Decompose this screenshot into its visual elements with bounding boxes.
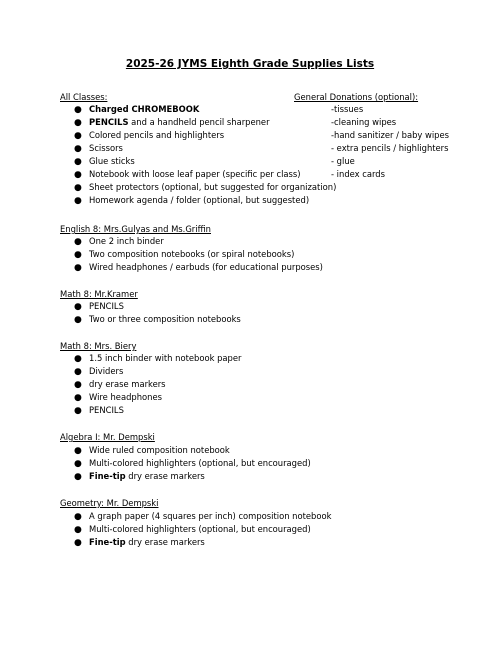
bullet-icon: ● bbox=[74, 183, 82, 193]
list-item: ● Charged CHROMEBOOK bbox=[74, 104, 200, 115]
list-item: ● PENCILS bbox=[74, 301, 124, 312]
donation-item: - glue bbox=[331, 156, 355, 166]
bullet-icon: ● bbox=[74, 446, 82, 456]
list-item: ● Multi-colored highlighters (optional, but encouraged) bbox=[74, 458, 311, 469]
bullet-icon: ● bbox=[74, 367, 82, 377]
bullet-icon: ● bbox=[74, 393, 82, 403]
list-item: ● Notebook with loose leaf paper (specific per class) bbox=[74, 169, 301, 180]
donations-heading: General Donations (optional): bbox=[294, 92, 419, 102]
list-item: ● Two composition notebooks (or spiral notebooks) bbox=[74, 249, 295, 260]
list-item: ● Colored pencils and highlighters bbox=[74, 130, 225, 141]
list-item: ● Sheet protectors (optional, but suggested for organization) bbox=[74, 182, 337, 193]
bullet-icon: ● bbox=[74, 105, 82, 115]
donation-item: -cleaning wipes bbox=[331, 117, 397, 127]
list-item: ● Two or three composition notebooks bbox=[74, 314, 241, 325]
list-item: ● PENCILS bbox=[74, 405, 124, 416]
bullet-icon: ● bbox=[74, 525, 82, 535]
list-item: ● Fine-tip dry erase markers bbox=[74, 537, 205, 548]
geometry-heading: Geometry: Mr. Dempski bbox=[60, 498, 159, 508]
bullet-icon: ● bbox=[74, 459, 82, 469]
list-item: ● PENCILS and a handheld pencil sharpener bbox=[74, 117, 270, 128]
bullet-icon: ● bbox=[74, 472, 82, 482]
bullet-icon: ● bbox=[74, 538, 82, 548]
bullet-icon: ● bbox=[74, 237, 82, 247]
list-item: ● Fine-tip dry erase markers bbox=[74, 471, 205, 482]
list-item: ● One 2 inch binder bbox=[74, 236, 164, 247]
bullet-icon: ● bbox=[74, 315, 82, 325]
list-item: ● Dividers bbox=[74, 366, 124, 377]
donation-item: -hand sanitizer / baby wipes bbox=[331, 130, 450, 140]
bullet-icon: ● bbox=[74, 196, 82, 206]
english-heading: English 8: Mrs.Gulyas and Ms.Griffin bbox=[60, 224, 211, 234]
bullet-icon: ● bbox=[74, 250, 82, 260]
list-item: ● 1.5 inch binder with notebook paper bbox=[74, 353, 242, 364]
donation-item: -tissues bbox=[331, 104, 364, 114]
list-item: ● Homework agenda / folder (optional, but suggested) bbox=[74, 195, 310, 206]
algebra-heading: Algebra I: Mr. Dempski bbox=[60, 432, 155, 442]
math-kramer-heading: Math 8: Mr.Kramer bbox=[60, 289, 138, 299]
bullet-icon: ● bbox=[74, 354, 82, 364]
list-item: ● Wire headphones bbox=[74, 392, 162, 403]
all-classes-heading: All Classes: bbox=[60, 92, 108, 102]
bullet-icon: ● bbox=[74, 263, 82, 273]
math-biery-heading: Math 8: Mrs. Biery bbox=[60, 341, 137, 351]
list-item: ● A graph paper (4 squares per inch) composition notebook bbox=[74, 511, 332, 522]
list-item: ● dry erase markers bbox=[74, 379, 166, 390]
list-item: ● Wired headphones / earbuds (for educational purposes) bbox=[74, 262, 323, 273]
list-item: ● Multi-colored highlighters (optional, but encouraged) bbox=[74, 524, 311, 535]
bullet-icon: ● bbox=[74, 170, 82, 180]
bullet-icon: ● bbox=[74, 144, 82, 154]
donation-item: - index cards bbox=[331, 169, 385, 179]
list-item: ● Scissors bbox=[74, 143, 123, 154]
list-item: ● Glue sticks bbox=[74, 156, 135, 167]
bullet-icon: ● bbox=[74, 131, 82, 141]
bullet-icon: ● bbox=[74, 406, 82, 416]
bullet-icon: ● bbox=[74, 380, 82, 390]
donation-item: - extra pencils / highlighters bbox=[331, 143, 449, 153]
bullet-icon: ● bbox=[74, 302, 82, 312]
page-title: 2025-26 JYMS Eighth Grade Supplies Lists bbox=[125, 58, 375, 70]
bullet-icon: ● bbox=[74, 512, 82, 522]
list-item: ● Wide ruled composition notebook bbox=[74, 445, 230, 456]
bullet-icon: ● bbox=[74, 157, 82, 167]
bullet-icon: ● bbox=[74, 118, 82, 128]
